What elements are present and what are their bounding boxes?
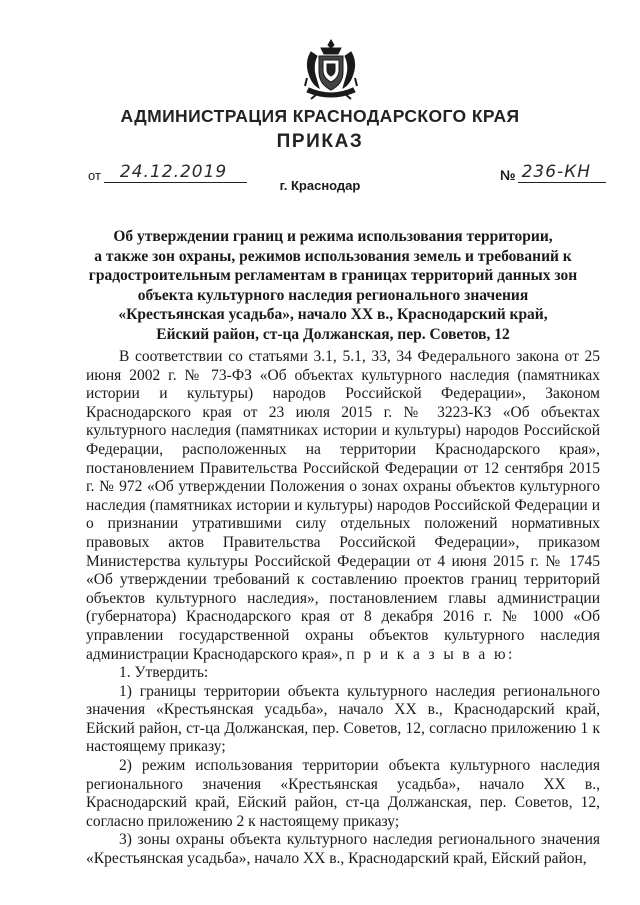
handwritten-date: 24.12.2019 xyxy=(119,162,228,182)
document-type: ПРИКАЗ xyxy=(276,131,364,152)
subitem-2: 2) режим использования территории объекта культурного наследия регионального значения «Крестьянская усадьба», начало XX в., Краснодарский край, Ейский район, ст-ца Должанская, пер. Советов, 12, согласно приложению 2 к настоящему приказу; xyxy=(86,757,600,830)
city-name: г. Краснодар xyxy=(279,178,361,193)
date-prefix: от xyxy=(88,168,101,183)
subitem-3: 3) зоны охраны объекта культурного наследия регионального значения «Крестьянская усадьба», начало XX в., Краснодарский край, Ейский район, xyxy=(86,831,600,868)
handwritten-number: 236-КН xyxy=(521,162,592,182)
document-title xyxy=(86,227,580,345)
number-prefix: № xyxy=(500,167,516,183)
title-line: Ейский район, ст-ца Должанская, пер. Советов, 12 xyxy=(156,325,510,343)
title-line: градостроительным регламентам в границах территорий данных зон xyxy=(88,267,578,285)
title-line: «Крестьянская усадьба», начало XX в., Краснодарский край, xyxy=(118,306,548,324)
title-line: Об утверждении границ и режима использования территории, xyxy=(113,228,553,245)
preamble-text: В соответствии со статьями 3.1, 5.1, 33, 34 Федерального закона от 25 июня 2002 г. № 73-ФЗ «Об объектах культурного наследия (памятниках истории и культуры) народов Российской Федерации», Законом Краснодарского края от 23 июля 2015 г. № 3223-КЗ «Об объектах культурного наследия (памятниках истории и культуры) народов Российской Федерации, расположенных на территории Краснодарского края», постановлением Правительства Российской Федерации от 12 сентября 2015 г. № 972 «Об утверждении Положения о зонах охраны объектов культурного наследия (памятниках истории и культуры) народов Российской Федерации и о признании утратившими силу отдельных положений нормативных правовых актов Правительства Российской Федерации», приказом Министерства культуры Российской Федерации от 4 июня 2015 г. № 1745 «Об утверждении требований к составлению проектов границ территорий объектов культурного наследия», постановлением главы администрации (губернатора) Краснодарского края от 8 декабря 2016 г. № 1000 «Об управлении государственной охраны объектов культурного наследия администрации Краснодарского края», xyxy=(86,348,600,663)
subitem-1: 1) границы территории объекта культурного наследия регионального значения «Крестьянская усадьба», начало XX в., Краснодарский край, Ейский район, ст-ца Должанская, пер. Советов, 12, согласно приложению 1 к настоящему приказу; xyxy=(86,682,600,756)
order-word: п р и к а з ы в а ю: xyxy=(346,645,515,663)
preamble-paragraph xyxy=(86,348,600,664)
organization-name: АДМИНИСТРАЦИЯ КРАСНОДАРСКОГО КРАЯ xyxy=(120,106,520,126)
title-line: а также зон охраны, режимов использования земель и требований к xyxy=(94,247,572,265)
coat-of-arms-icon xyxy=(303,38,359,100)
item-1: 1. Утвердить: xyxy=(119,664,209,682)
title-line: объекта культурного наследия регионального значения xyxy=(137,286,529,304)
document-body xyxy=(86,348,600,869)
